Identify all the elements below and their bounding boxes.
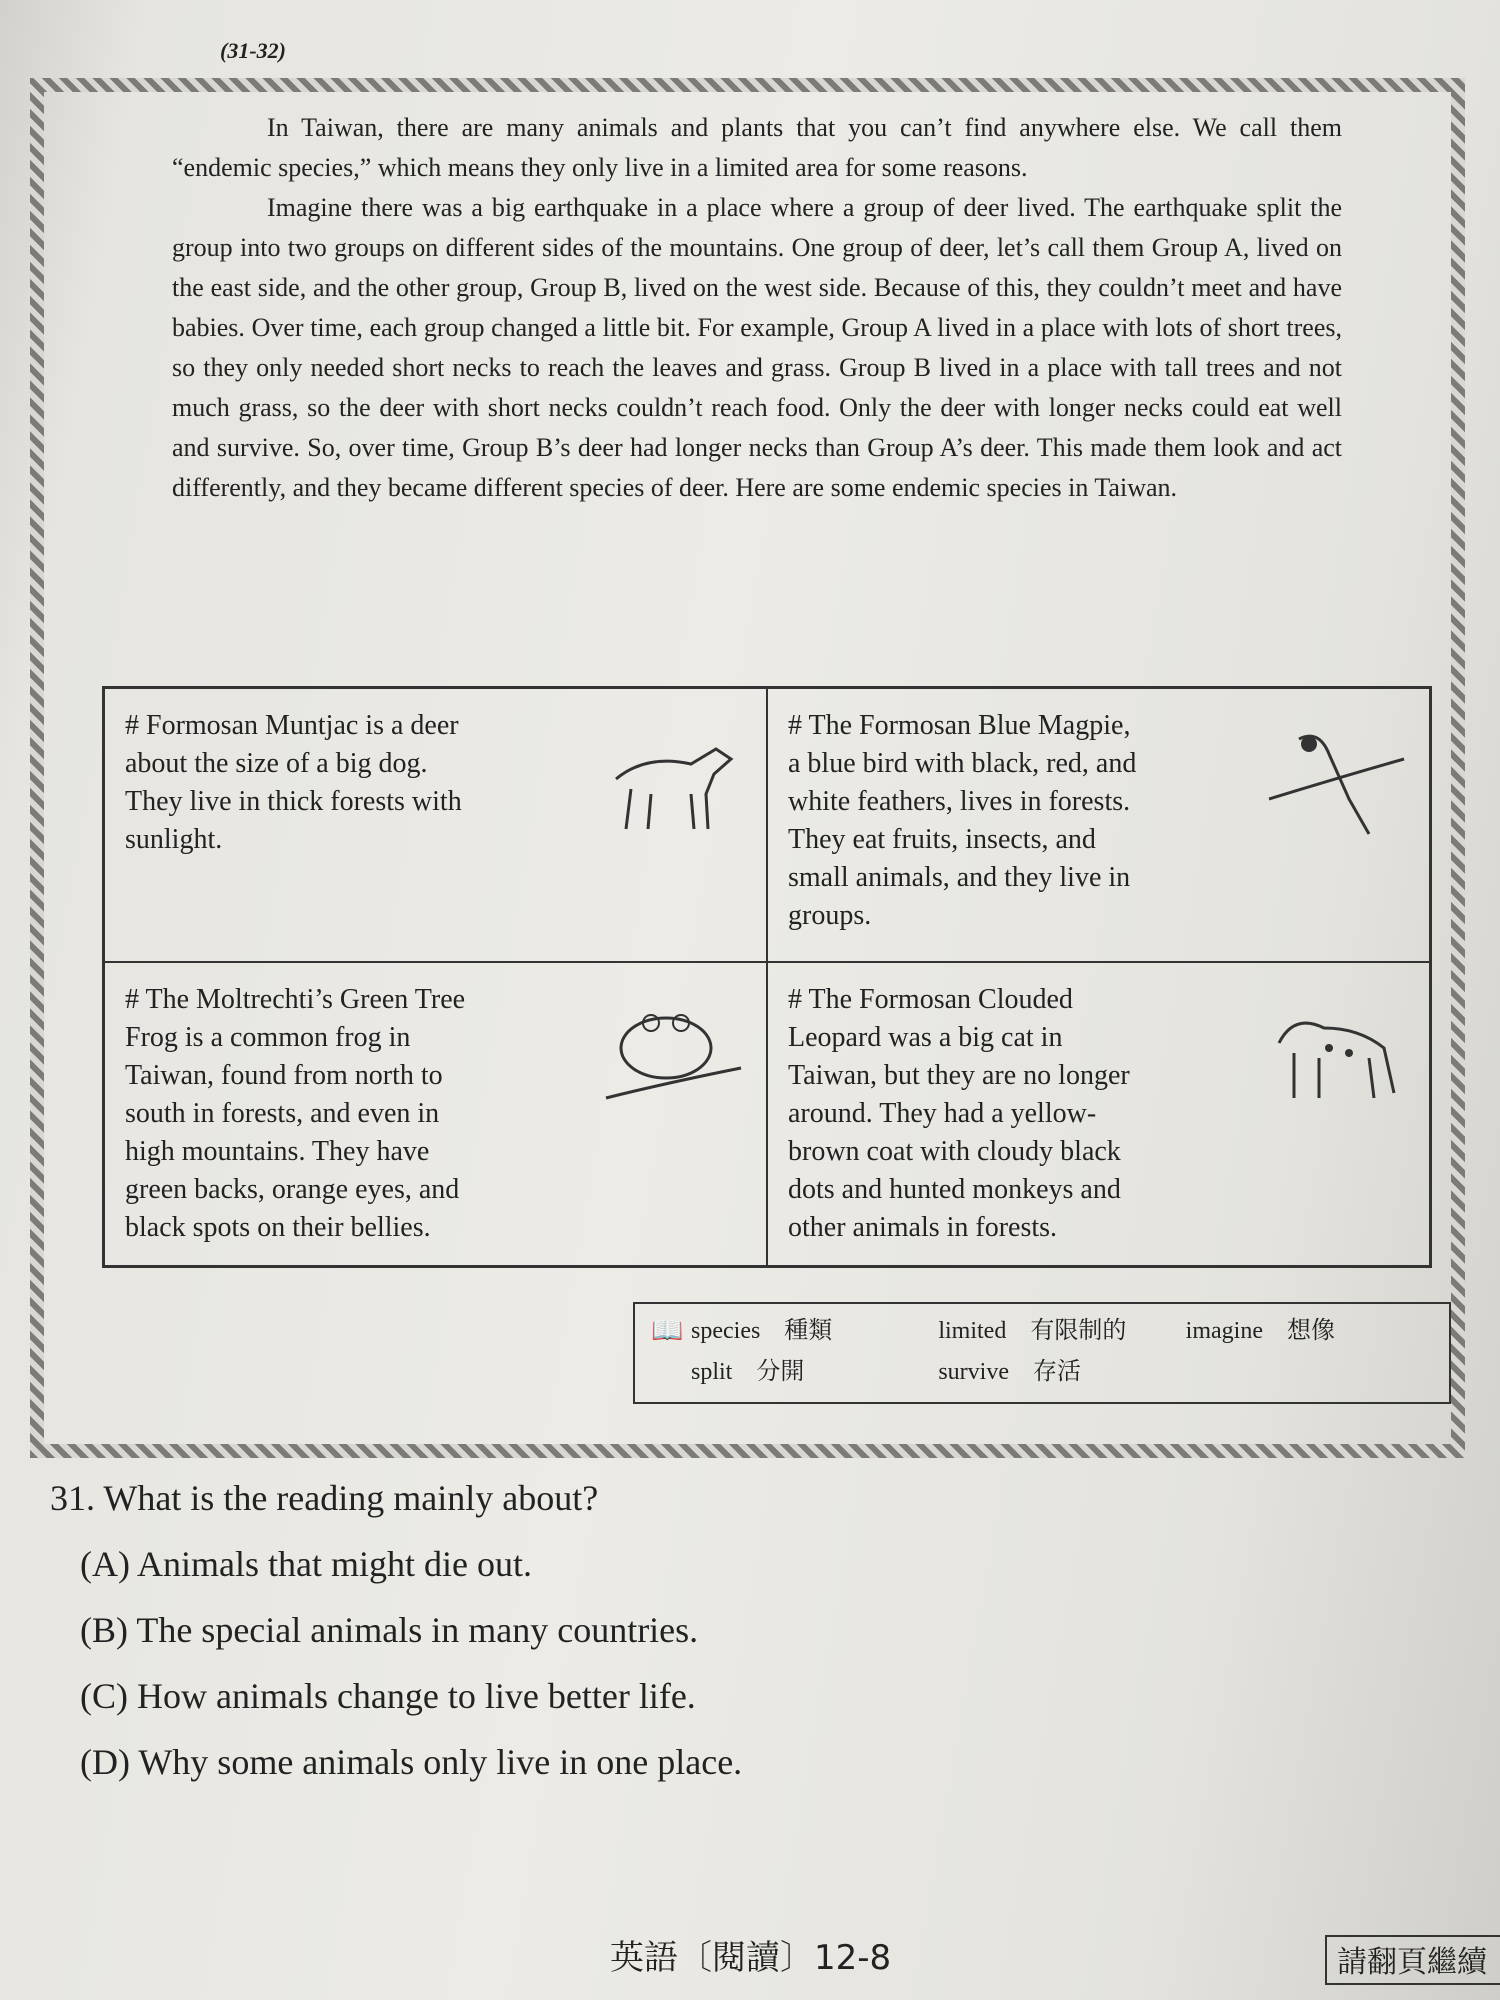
species-card-muntjac <box>104 688 767 962</box>
frog-icon <box>596 993 746 1113</box>
answer-option-a[interactable]: (A) Animals that might die out. <box>80 1544 532 1584</box>
deer-icon <box>596 719 746 839</box>
question-stem: 31. What is the reading mainly about? <box>50 1478 599 1518</box>
glossary-item: survive 存活 <box>938 1359 1081 1385</box>
vocabulary-box <box>633 1302 1451 1404</box>
species-card-leopard <box>767 962 1430 1266</box>
species-table <box>102 686 1432 1268</box>
species-text: # The Moltrechti’s Green Tree Frog is a common frog in Taiwan, found from north to south in forests, and even in high mountains. They have green backs, orange eyes, and black spots on their bellies. <box>125 984 466 1243</box>
question-31 <box>50 1465 742 1795</box>
species-text: # The Formosan Blue Magpie, a blue bird with black, red, and white feathers, lives in forests. They eat fruits, insects, and small animals, and they live in groups. <box>788 710 1137 931</box>
book-icon: 📖 <box>651 1316 684 1345</box>
glossary-item: species 種類 <box>691 1318 833 1344</box>
passage-paragraph-2: Imagine there was a big earthquake in a place where a group of deer lived. The earthquake split the group into two groups on different sides of the mountains. One group of deer, let’s call them Group A, lived on the east side, and the other group, Group B, lived on the west side. Because of this, they couldn’t meet and have babies. Over time, each group changed a little bit. For example, Group A lived in a place with lots of short trees, so they only needed short necks to reach the leaves and grass. Group B lived in a place with tall trees and not much grass, so the deer with short necks couldn’t reach food. Only the deer with longer necks could eat well and survive. So, over time, Group B’s deer had longer necks than Group A’s deer. This made them look and act differently, and they became different species of deer. Here are some endemic species in Taiwan. <box>172 193 1342 502</box>
species-text: # Formosan Muntjac is a deer about the size of a big dog. They live in thick forests with sunlight. <box>125 710 462 855</box>
answer-option-c[interactable]: (C) How animals change to live better life. <box>80 1676 696 1716</box>
leopard-icon <box>1259 993 1409 1113</box>
species-card-frog <box>104 962 767 1266</box>
reading-passage <box>172 108 1342 508</box>
passage-paragraph-1: In Taiwan, there are many animals and plants that you can’t find anywhere else. We call them “endemic species,” which means they only live in a limited area for some reasons. <box>172 113 1342 182</box>
species-card-magpie <box>767 688 1430 962</box>
glossary-item: imagine 想像 <box>1185 1318 1335 1344</box>
glossary-item: split 分開 <box>691 1359 805 1385</box>
bird-icon <box>1259 719 1409 839</box>
question-range-label: (31-32) <box>220 38 286 63</box>
answer-option-d[interactable]: (D) Why some animals only live in one place. <box>80 1742 743 1782</box>
answer-option-b[interactable]: (B) The special animals in many countries. <box>80 1610 699 1650</box>
species-text: # The Formosan Clouded Leopard was a big cat in Taiwan, but they are no longer around. They had a yellow-brown coat with cloudy black dots and hunted monkeys and other animals in forests. <box>788 984 1130 1243</box>
glossary-item: limited 有限制的 <box>938 1318 1127 1344</box>
turn-page-label: 請翻頁繼續 <box>1325 1935 1500 1985</box>
page-footer: 英語〔閱讀〕12-8 <box>610 1938 892 1978</box>
